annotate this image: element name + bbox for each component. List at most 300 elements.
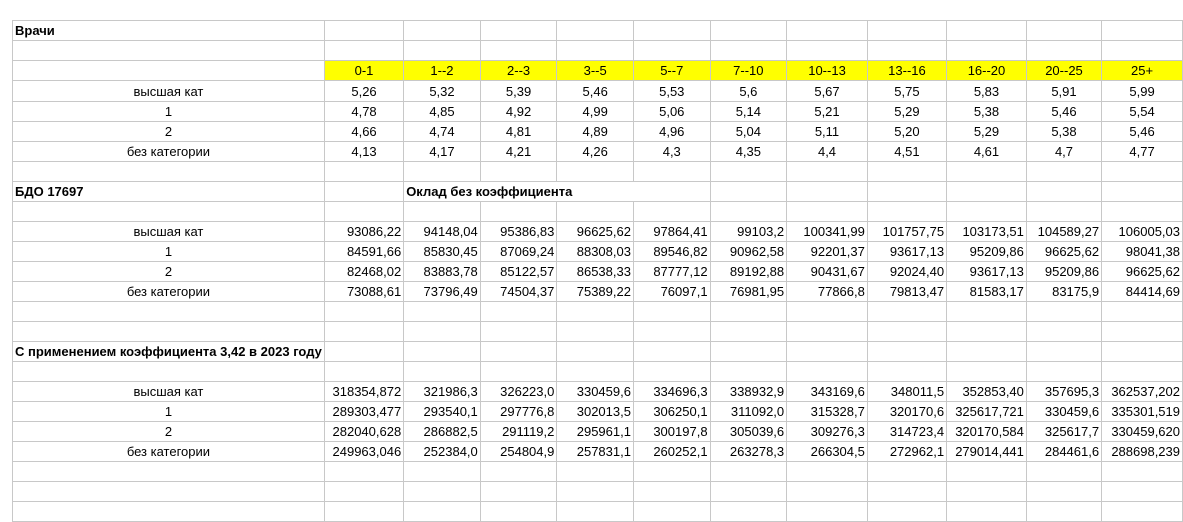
empty-cell[interactable] [710, 182, 787, 202]
empty-cell[interactable] [633, 162, 710, 182]
value-cell[interactable]: 96625,62 [557, 222, 634, 242]
value-cell[interactable]: 5,21 [787, 102, 868, 122]
empty-cell[interactable] [557, 162, 634, 182]
empty-cell[interactable] [947, 41, 1027, 61]
data-row [13, 282, 1183, 302]
value-cell[interactable]: 76981,95 [710, 282, 787, 302]
value-cell[interactable]: 266304,5 [787, 442, 868, 462]
value-cell[interactable]: 93617,13 [947, 262, 1027, 282]
value-cell[interactable]: 4,85 [404, 102, 481, 122]
value-cell[interactable]: 272962,1 [867, 442, 946, 462]
empty-cell[interactable] [867, 302, 946, 322]
experience-header[interactable]: 0-1 [324, 61, 403, 81]
value-cell[interactable]: 4,3 [633, 142, 710, 162]
value-cell[interactable]: 5,29 [947, 122, 1027, 142]
value-cell[interactable]: 325617,721 [947, 402, 1027, 422]
value-cell[interactable]: 90962,58 [710, 242, 787, 262]
value-cell[interactable]: 5,53 [633, 81, 710, 102]
empty-cell[interactable] [404, 482, 481, 502]
empty-cell[interactable] [947, 362, 1027, 382]
empty-cell[interactable] [710, 21, 787, 41]
value-cell[interactable]: 5,11 [787, 122, 868, 142]
empty-cell[interactable] [710, 502, 787, 522]
empty-cell[interactable] [633, 342, 710, 362]
empty-cell[interactable] [867, 202, 946, 222]
experience-header[interactable]: 25+ [1102, 61, 1183, 81]
value-cell[interactable]: 321986,3 [404, 382, 481, 402]
empty-cell[interactable] [557, 41, 634, 61]
value-cell[interactable]: 314723,4 [867, 422, 946, 442]
value-cell[interactable]: 291119,2 [480, 422, 557, 442]
empty-cell[interactable] [1102, 502, 1183, 522]
value-cell[interactable]: 93617,13 [867, 242, 946, 262]
value-cell[interactable]: 5,46 [557, 81, 634, 102]
value-cell[interactable]: 286882,5 [404, 422, 481, 442]
empty-cell[interactable] [867, 502, 946, 522]
empty-cell[interactable] [324, 21, 403, 41]
header-row [13, 61, 1183, 81]
value-cell[interactable]: 302013,5 [557, 402, 634, 422]
value-cell[interactable]: 5,99 [1102, 81, 1183, 102]
empty-cell[interactable] [710, 322, 787, 342]
value-cell[interactable]: 320170,584 [947, 422, 1027, 442]
section-subtitle[interactable]: Оклад без коэффициента [404, 182, 710, 202]
value-cell[interactable]: 348011,5 [867, 382, 946, 402]
value-cell[interactable]: 5,39 [480, 81, 557, 102]
experience-header[interactable]: 2--3 [480, 61, 557, 81]
value-cell[interactable]: 4,17 [404, 142, 481, 162]
value-cell[interactable]: 87069,24 [480, 242, 557, 262]
value-cell[interactable]: 97864,41 [633, 222, 710, 242]
empty-cell[interactable] [947, 502, 1027, 522]
empty-cell[interactable] [480, 41, 557, 61]
empty-cell[interactable] [557, 342, 634, 362]
empty-cell[interactable] [710, 462, 787, 482]
empty-cell[interactable] [710, 202, 787, 222]
empty-cell[interactable] [324, 502, 403, 522]
empty-cell[interactable] [633, 21, 710, 41]
value-cell[interactable]: 288698,239 [1102, 442, 1183, 462]
empty-cell[interactable] [1026, 502, 1101, 522]
value-cell[interactable]: 4,96 [633, 122, 710, 142]
value-cell[interactable]: 85122,57 [480, 262, 557, 282]
value-cell[interactable]: 4,26 [557, 142, 634, 162]
empty-cell[interactable] [1026, 482, 1101, 502]
empty-cell[interactable] [13, 502, 325, 522]
value-cell[interactable]: 295961,1 [557, 422, 634, 442]
value-cell[interactable]: 96625,62 [1102, 262, 1183, 282]
empty-cell[interactable] [480, 202, 557, 222]
empty-cell[interactable] [1102, 21, 1183, 41]
empty-cell[interactable] [324, 462, 403, 482]
value-cell[interactable]: 352853,40 [947, 382, 1027, 402]
value-cell[interactable]: 300197,8 [633, 422, 710, 442]
value-cell[interactable]: 5,91 [1026, 81, 1101, 102]
empty-cell[interactable] [13, 482, 325, 502]
empty-cell[interactable] [404, 202, 481, 222]
value-cell[interactable]: 75389,22 [557, 282, 634, 302]
empty-cell[interactable] [787, 302, 868, 322]
empty-cell[interactable] [480, 21, 557, 41]
empty-cell[interactable] [404, 462, 481, 482]
value-cell[interactable]: 357695,3 [1026, 382, 1101, 402]
value-cell[interactable]: 315328,7 [787, 402, 868, 422]
row-label[interactable]: высшая кат [13, 81, 325, 102]
section-title[interactable]: С применением коэффициента 3,42 в 2023 году [13, 342, 325, 362]
empty-cell[interactable] [787, 362, 868, 382]
value-cell[interactable]: 5,38 [947, 102, 1027, 122]
value-cell[interactable]: 249963,046 [324, 442, 403, 462]
empty-cell[interactable] [1026, 462, 1101, 482]
value-cell[interactable]: 93086,22 [324, 222, 403, 242]
empty-cell[interactable] [710, 41, 787, 61]
empty-cell[interactable] [787, 41, 868, 61]
empty-cell[interactable] [867, 362, 946, 382]
empty-cell[interactable] [1102, 182, 1183, 202]
empty-cell[interactable] [557, 482, 634, 502]
empty-cell[interactable] [867, 342, 946, 362]
value-cell[interactable]: 257831,1 [557, 442, 634, 462]
empty-cell[interactable] [1026, 182, 1101, 202]
value-cell[interactable]: 335301,519 [1102, 402, 1183, 422]
value-cell[interactable]: 4,74 [404, 122, 481, 142]
value-cell[interactable]: 81583,17 [947, 282, 1027, 302]
value-cell[interactable]: 95209,86 [947, 242, 1027, 262]
empty-cell[interactable] [710, 362, 787, 382]
empty-cell[interactable] [867, 21, 946, 41]
empty-cell[interactable] [404, 21, 481, 41]
empty-cell[interactable] [710, 302, 787, 322]
value-cell[interactable]: 305039,6 [710, 422, 787, 442]
row-label[interactable]: 1 [13, 402, 325, 422]
value-cell[interactable]: 5,26 [324, 81, 403, 102]
section-title[interactable]: БДО 17697 [13, 182, 325, 202]
empty-cell[interactable] [13, 362, 325, 382]
value-cell[interactable]: 5,14 [710, 102, 787, 122]
empty-cell[interactable] [324, 362, 403, 382]
empty-cell[interactable] [787, 342, 868, 362]
value-cell[interactable]: 92024,40 [867, 262, 946, 282]
experience-header[interactable]: 13--16 [867, 61, 946, 81]
value-cell[interactable]: 5,6 [710, 81, 787, 102]
empty-cell[interactable] [710, 482, 787, 502]
empty-cell[interactable] [1102, 41, 1183, 61]
value-cell[interactable]: 5,04 [710, 122, 787, 142]
empty-cell[interactable] [633, 462, 710, 482]
empty-cell[interactable] [633, 482, 710, 502]
empty-cell[interactable] [324, 482, 403, 502]
empty-cell[interactable] [710, 342, 787, 362]
empty-cell[interactable] [480, 342, 557, 362]
value-cell[interactable]: 104589,27 [1026, 222, 1101, 242]
value-cell[interactable]: 5,06 [633, 102, 710, 122]
empty-cell[interactable] [13, 462, 325, 482]
empty-cell[interactable] [710, 162, 787, 182]
empty-cell[interactable] [557, 21, 634, 41]
empty-cell[interactable] [787, 202, 868, 222]
value-cell[interactable]: 5,32 [404, 81, 481, 102]
empty-cell[interactable] [633, 322, 710, 342]
value-cell[interactable]: 279014,441 [947, 442, 1027, 462]
value-cell[interactable]: 4,66 [324, 122, 403, 142]
row-label[interactable]: 1 [13, 102, 325, 122]
value-cell[interactable]: 83175,9 [1026, 282, 1101, 302]
row-label[interactable]: высшая кат [13, 222, 325, 242]
empty-cell[interactable] [1102, 202, 1183, 222]
value-cell[interactable]: 85830,45 [404, 242, 481, 262]
empty-cell[interactable] [1102, 342, 1183, 362]
empty-cell[interactable] [480, 302, 557, 322]
empty-cell[interactable] [480, 322, 557, 342]
value-cell[interactable]: 4,35 [710, 142, 787, 162]
value-cell[interactable]: 326223,0 [480, 382, 557, 402]
value-cell[interactable]: 4,78 [324, 102, 403, 122]
empty-cell[interactable] [633, 41, 710, 61]
empty-cell[interactable] [13, 302, 325, 322]
empty-cell[interactable] [13, 322, 325, 342]
experience-header[interactable]: 7--10 [710, 61, 787, 81]
empty-cell[interactable] [633, 302, 710, 322]
value-cell[interactable]: 88308,03 [557, 242, 634, 262]
value-cell[interactable]: 330459,6 [557, 382, 634, 402]
empty-cell[interactable] [787, 21, 868, 41]
value-cell[interactable]: 86538,33 [557, 262, 634, 282]
value-cell[interactable]: 254804,9 [480, 442, 557, 462]
value-cell[interactable]: 77866,8 [787, 282, 868, 302]
value-cell[interactable]: 330459,620 [1102, 422, 1183, 442]
experience-header[interactable]: 3--5 [557, 61, 634, 81]
value-cell[interactable]: 318354,872 [324, 382, 403, 402]
value-cell[interactable]: 79813,47 [867, 282, 946, 302]
section-title[interactable]: Врачи [13, 21, 325, 41]
empty-cell[interactable] [324, 41, 403, 61]
empty-cell[interactable] [947, 162, 1027, 182]
value-cell[interactable]: 5,83 [947, 81, 1027, 102]
empty-cell[interactable] [404, 162, 481, 182]
value-cell[interactable]: 4,99 [557, 102, 634, 122]
row-label[interactable]: без категории [13, 442, 325, 462]
value-cell[interactable]: 5,29 [867, 102, 946, 122]
value-cell[interactable]: 4,81 [480, 122, 557, 142]
value-cell[interactable]: 103173,51 [947, 222, 1027, 242]
empty-cell[interactable] [557, 202, 634, 222]
experience-header[interactable]: 10--13 [787, 61, 868, 81]
empty-cell[interactable] [1026, 162, 1101, 182]
empty-cell[interactable] [1026, 322, 1101, 342]
blank-row [13, 502, 1183, 522]
empty-cell[interactable] [867, 462, 946, 482]
empty-cell[interactable] [557, 502, 634, 522]
value-cell[interactable]: 94148,04 [404, 222, 481, 242]
empty-cell[interactable] [480, 362, 557, 382]
row-label[interactable]: 2 [13, 422, 325, 442]
value-cell[interactable]: 309276,3 [787, 422, 868, 442]
empty-cell[interactable] [324, 322, 403, 342]
value-cell[interactable]: 4,21 [480, 142, 557, 162]
empty-cell[interactable] [787, 162, 868, 182]
empty-cell[interactable] [867, 322, 946, 342]
value-cell[interactable]: 92201,37 [787, 242, 868, 262]
empty-cell[interactable] [324, 162, 403, 182]
empty-cell[interactable] [787, 482, 868, 502]
value-cell[interactable]: 306250,1 [633, 402, 710, 422]
value-cell[interactable]: 330459,6 [1026, 402, 1101, 422]
empty-cell[interactable] [1102, 302, 1183, 322]
value-cell[interactable]: 325617,7 [1026, 422, 1101, 442]
value-cell[interactable]: 5,75 [867, 81, 946, 102]
value-cell[interactable]: 4,77 [1102, 142, 1183, 162]
empty-cell[interactable] [404, 502, 481, 522]
empty-cell[interactable] [947, 342, 1027, 362]
empty-cell[interactable] [1102, 162, 1183, 182]
value-cell[interactable]: 5,67 [787, 81, 868, 102]
value-cell[interactable]: 5,20 [867, 122, 946, 142]
value-cell[interactable]: 95386,83 [480, 222, 557, 242]
row-label[interactable]: 1 [13, 242, 325, 262]
empty-cell[interactable] [13, 61, 325, 81]
value-cell[interactable]: 4,4 [787, 142, 868, 162]
experience-header[interactable]: 1--2 [404, 61, 481, 81]
empty-cell[interactable] [633, 202, 710, 222]
empty-cell[interactable] [13, 202, 325, 222]
value-cell[interactable]: 89546,82 [633, 242, 710, 262]
empty-cell[interactable] [947, 322, 1027, 342]
empty-cell[interactable] [480, 462, 557, 482]
empty-cell[interactable] [557, 322, 634, 342]
empty-cell[interactable] [633, 502, 710, 522]
value-cell[interactable]: 4,61 [947, 142, 1027, 162]
row-label[interactable]: 2 [13, 122, 325, 142]
value-cell[interactable]: 252384,0 [404, 442, 481, 462]
value-cell[interactable]: 87777,12 [633, 262, 710, 282]
empty-cell[interactable] [404, 322, 481, 342]
value-cell[interactable]: 73088,61 [324, 282, 403, 302]
empty-cell[interactable] [947, 482, 1027, 502]
value-cell[interactable]: 73796,49 [404, 282, 481, 302]
experience-header[interactable]: 20--25 [1026, 61, 1101, 81]
value-cell[interactable]: 338932,9 [710, 382, 787, 402]
value-cell[interactable]: 82468,02 [324, 262, 403, 282]
empty-cell[interactable] [557, 462, 634, 482]
row-label[interactable]: без категории [13, 142, 325, 162]
value-cell[interactable]: 5,46 [1102, 122, 1183, 142]
value-cell[interactable]: 297776,8 [480, 402, 557, 422]
value-cell[interactable]: 100341,99 [787, 222, 868, 242]
empty-cell[interactable] [1026, 202, 1101, 222]
empty-cell[interactable] [13, 41, 325, 61]
value-cell[interactable]: 284461,6 [1026, 442, 1101, 462]
value-cell[interactable]: 84414,69 [1102, 282, 1183, 302]
value-cell[interactable]: 4,89 [557, 122, 634, 142]
value-cell[interactable]: 289303,477 [324, 402, 403, 422]
empty-cell[interactable] [867, 482, 946, 502]
value-cell[interactable]: 5,54 [1102, 102, 1183, 122]
empty-cell[interactable] [787, 502, 868, 522]
value-cell[interactable]: 293540,1 [404, 402, 481, 422]
value-cell[interactable]: 4,92 [480, 102, 557, 122]
value-cell[interactable]: 98041,38 [1102, 242, 1183, 262]
empty-cell[interactable] [557, 302, 634, 322]
value-cell[interactable]: 101757,75 [867, 222, 946, 242]
empty-cell[interactable] [557, 362, 634, 382]
empty-cell[interactable] [480, 502, 557, 522]
empty-cell[interactable] [947, 182, 1027, 202]
empty-cell[interactable] [404, 41, 481, 61]
empty-cell[interactable] [324, 182, 403, 202]
empty-cell[interactable] [947, 202, 1027, 222]
value-cell[interactable]: 106005,03 [1102, 222, 1183, 242]
value-cell[interactable]: 4,7 [1026, 142, 1101, 162]
empty-cell[interactable] [947, 21, 1027, 41]
empty-cell[interactable] [480, 162, 557, 182]
empty-cell[interactable] [947, 302, 1027, 322]
empty-cell[interactable] [324, 302, 403, 322]
value-cell[interactable]: 84591,66 [324, 242, 403, 262]
empty-cell[interactable] [947, 462, 1027, 482]
value-cell[interactable]: 76097,1 [633, 282, 710, 302]
empty-cell[interactable] [404, 302, 481, 322]
row-label[interactable]: без категории [13, 282, 325, 302]
value-cell[interactable]: 311092,0 [710, 402, 787, 422]
empty-cell[interactable] [480, 482, 557, 502]
value-cell[interactable]: 320170,6 [867, 402, 946, 422]
value-cell[interactable]: 5,38 [1026, 122, 1101, 142]
empty-cell[interactable] [1026, 342, 1101, 362]
empty-cell[interactable] [1102, 482, 1183, 502]
value-cell[interactable]: 95209,86 [1026, 262, 1101, 282]
value-cell[interactable]: 4,13 [324, 142, 403, 162]
value-cell[interactable]: 74504,37 [480, 282, 557, 302]
empty-cell[interactable] [633, 362, 710, 382]
empty-cell[interactable] [404, 362, 481, 382]
value-cell[interactable]: 263278,3 [710, 442, 787, 462]
empty-cell[interactable] [1102, 362, 1183, 382]
empty-cell[interactable] [1026, 302, 1101, 322]
value-cell[interactable]: 96625,62 [1026, 242, 1101, 262]
empty-cell[interactable] [1102, 322, 1183, 342]
empty-cell[interactable] [1026, 362, 1101, 382]
value-cell[interactable]: 83883,78 [404, 262, 481, 282]
value-cell[interactable]: 334696,3 [633, 382, 710, 402]
empty-cell[interactable] [404, 342, 481, 362]
value-cell[interactable]: 4,51 [867, 142, 946, 162]
empty-cell[interactable] [867, 162, 946, 182]
empty-cell[interactable] [1026, 41, 1101, 61]
value-cell[interactable]: 362537,202 [1102, 382, 1183, 402]
empty-cell[interactable] [787, 322, 868, 342]
value-cell[interactable]: 99103,2 [710, 222, 787, 242]
value-cell[interactable]: 260252,1 [633, 442, 710, 462]
value-cell[interactable]: 282040,628 [324, 422, 403, 442]
empty-cell[interactable] [867, 182, 946, 202]
empty-cell[interactable] [324, 342, 403, 362]
value-cell[interactable]: 343169,6 [787, 382, 868, 402]
empty-cell[interactable] [867, 41, 946, 61]
row-label[interactable]: высшая кат [13, 382, 325, 402]
experience-header[interactable]: 16--20 [947, 61, 1027, 81]
empty-cell[interactable] [1026, 21, 1101, 41]
empty-cell[interactable] [324, 202, 403, 222]
value-cell[interactable]: 90431,67 [787, 262, 868, 282]
value-cell[interactable]: 89192,88 [710, 262, 787, 282]
empty-cell[interactable] [13, 162, 325, 182]
row-label[interactable]: 2 [13, 262, 325, 282]
experience-header[interactable]: 5--7 [633, 61, 710, 81]
value-cell[interactable]: 5,46 [1026, 102, 1101, 122]
empty-cell[interactable] [787, 462, 868, 482]
empty-cell[interactable] [1102, 462, 1183, 482]
empty-cell[interactable] [787, 182, 868, 202]
